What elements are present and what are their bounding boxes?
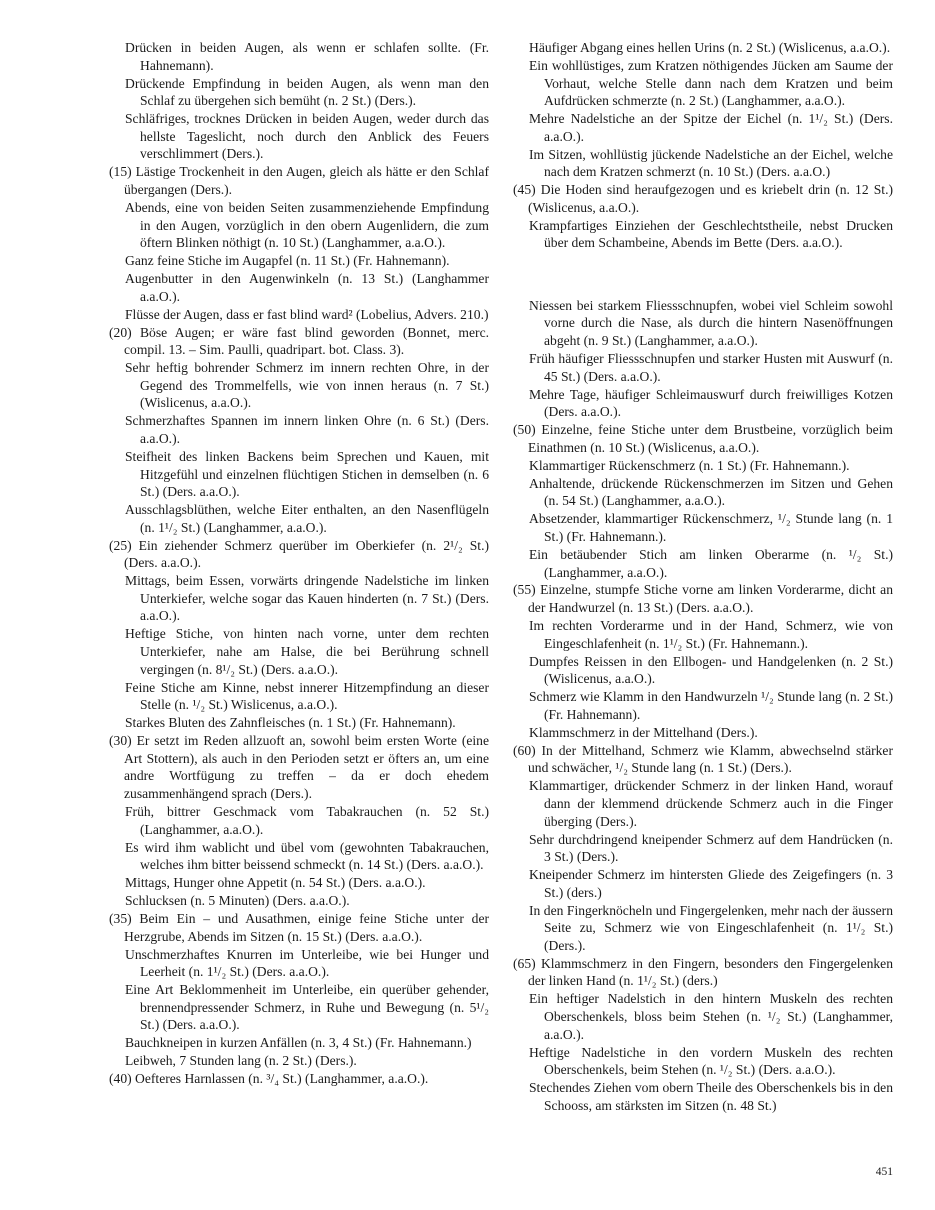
numbered-symptom-entry: (25) Ein ziehender Schmerz querüber im Oberkiefer (n. 2¹/₂ St.) (Ders. a.a.O.). <box>109 537 489 571</box>
symptom-entry: Anhaltende, drückende Rückenschmerzen im Sitzen und Gehen (n. 54 St.) (Langhammer, a.a.O.). <box>529 475 893 509</box>
symptom-entry: Unschmerzhaftes Knurren im Unterleibe, wie bei Hunger und Leerheit (n. 1¹/₂ St.) (Ders. a.a.O.). <box>125 946 489 980</box>
symptom-entry: Früh, bittrer Geschmack vom Tabakrauchen (n. 52 St.) (Langhammer, a.a.O.). <box>125 803 489 837</box>
symptom-entry: Heftige Stiche, von hinten nach vorne, unter dem rechten Unterkiefer, nahe am Halse, die bei Berührung schnell vergingen (n. 8¹/₂ St.) (Ders. a.a.O.). <box>125 626 489 677</box>
symptom-entry: Früh häufiger Fliessschnupfen und starker Husten mit Auswurf (n. 45 St.) (Ders. a.a.O.). <box>529 351 893 384</box>
symptom-entry: Häufiger Abgang eines hellen Urins (n. 2 St.) (Wislicenus, a.a.O.). <box>529 40 891 55</box>
symptom-entry: Eine Art Beklommenheit im Unterleibe, ein querüber gehender, brennendpressender Schmerz, in Ruhe und Bewegung (n. 5¹/₂ St.) (Ders. a.a.O.). <box>125 982 489 1033</box>
symptom-entry: Im Sitzen, wohllüstig jückende Nadelstiche an der Eichel, welche nach dem Kratzen schmerzt (n. 10 St.) (Ders. a.a.O.) <box>529 146 893 180</box>
numbered-symptom-entry: (45) Die Hoden sind heraufgezogen und es kriebelt drin (n. 12 St.) (Wislicenus, a.a.O.). <box>513 182 893 215</box>
symptom-entry: Klammschmerz in der Mittelhand (Ders.). <box>529 724 758 740</box>
numbered-symptom-entry: (55) Einzelne, stumpfe Stiche vorne am linken Vorderarme, dicht an der Handwurzel (n. 13 St.) (Ders. a.a.O.). <box>513 582 893 616</box>
numbered-symptom-entry: (60) In der Mittelhand, Schmerz wie Klamm, abwechselnd stärker und schwächer, ¹/₂ Stunde lang (n. 1 St.) (Ders.). <box>513 742 893 776</box>
symptom-entry: Leibweh, 7 Stunden lang (n. 2 St.) (Ders.). <box>125 1053 357 1069</box>
symptom-entry: Starkes Bluten des Zahnfleisches (n. 1 St.) (Fr. Hahnemann). <box>125 715 456 731</box>
symptom-entry: Ein wohllüstiges, zum Kratzen nöthigendes Jücken am Saume der Vorhaut, welche Stelle dann nach dem Kratzen und beim Aufdrücken schmerzte (n. 2 St.) (Langhammer, a.a.O.). <box>529 57 893 109</box>
symptom-entry: Heftige Nadelstiche in den vordern Muskeln des rechten Oberschenkels, beim Stehen (n. ¹/₂ St.) (Ders. a.a.O.). <box>529 1044 893 1078</box>
symptom-entry: Mehre Nadelstiche an der Spitze der Eichel (n. 1¹/₂ St.) (Ders. a.a.O.). <box>529 111 893 144</box>
numbered-symptom-entry: (30) Er setzt im Reden allzuoft an, sowohl beim ersten Worte (eine Art Stottern), als auch in den Perioden setzt er öfters an, um eine andre Wortfügung zu treffen – da er doch ehedem zusammenhängend sprach (Ders.). <box>109 733 489 801</box>
symptom-entry: Schmerz wie Klamm in den Handwurzeln ¹/₂ Stunde lang (n. 2 St.) (Fr. Hahnemann). <box>529 689 893 722</box>
symptom-entry: Sehr heftig bohrender Schmerz im innern rechten Ohre, in der Gegend des Trommelfells, wie von innen heraus (n. 7 St.) (Wislicenus, a.a.O.). <box>125 360 489 411</box>
symptom-entry: Ausschlagsblüthen, welche Eiter enthalten, an den Nasenflügeln (n. 1¹/₂ St.) (Langhammer, a.a.O.). <box>125 502 489 535</box>
symptom-entry: Niessen bei starkem Fliessschnupfen, wobei viel Schleim sowohl vorne durch die Nase, als durch die hintern Nasenöffnungen abgeht (n. 9 St.) (Langhammer, a.a.O.). <box>529 297 893 349</box>
numbered-symptom-entry: (35) Beim Ein – und Ausathmen, einige feine Stiche unter der Herzgrube, Abends im Sitzen (n. 15 St.) (Ders. a.a.O.). <box>109 911 489 944</box>
numbered-symptom-entry: (50) Einzelne, feine Stiche unter dem Brustbeine, vorzüglich beim Einathmen (n. 10 St.) (Wislicenus, a.a.O.). <box>513 422 893 455</box>
symptom-entry: Dumpfes Reissen in den Ellbogen- und Handgelenken (n. 2 St.) (Wislicenus, a.a.O.). <box>529 653 893 687</box>
symptom-entry: Ein heftiger Nadelstich in den hintern Muskeln des rechten Oberschenkels, bloss beim Stehen (n. ¹/₂ St.) (Langhammer, a.a.O.). <box>529 991 893 1042</box>
symptom-entry: Steifheit des linken Backens beim Sprechen und Kauen, mit Hitzgefühl und einzelnen flüchtigen Stichen in demselben (n. 6 St.) (Ders. a.a.O.). <box>125 448 489 500</box>
symptom-entry: Abends, eine von beiden Seiten zusammenziehende Empfindung in den Augen, vorzüglich in den obern Augenlidern, die zum öftern Blinken nöthigt (n. 10 St.) (Langhammer, a.a.O.). <box>125 199 489 251</box>
symptom-entry: Es wird ihm wablicht und übel vom (gewohnten Tabakrauchen, welches ihm bitter beissend schmeckt (n. 14 St.) (Ders. a.a.O.). <box>125 839 489 873</box>
symptom-entry: Mittags, Hunger ohne Appetit (n. 54 St.) (Ders. a.a.O.). <box>125 875 426 891</box>
symptom-entry: Ganz feine Stiche im Augapfel (n. 11 St.) (Fr. Hahnemann). <box>125 253 450 269</box>
symptom-entry: Ein betäubender Stich am linken Oberarme (n. ¹/₂ St.) (Langhammer, a.a.O.). <box>529 546 893 580</box>
symptom-entry: Im rechten Vorderarme und in der Hand, Schmerz, wie von Eingeschlafenheit (n. 1¹/₂ St.) (Fr. Hahnemann.). <box>529 618 893 651</box>
symptom-entry: Drücken in beiden Augen, als wenn er schlafen sollte. (Fr. Hahnemann). <box>125 40 489 73</box>
symptom-entry: Schläfriges, trocknes Drücken in beiden Augen, weder durch das hellste Tageslicht, noch durch den Anblick des Feuers verschlimmert (Ders.). <box>125 111 489 162</box>
symptom-entry: Klammartiger, drückender Schmerz in der linken Hand, worauf dann der klemmend drückende Schmerz auch in die Finger überging (Ders.). <box>529 778 893 829</box>
numbered-symptom-entry: (20) Böse Augen; er wäre fast blind geworden (Bonnet, merc. compil. 13. – Sim. Paulli, quadripart. bot. Class. 3). <box>109 324 489 358</box>
numbered-symptom-entry: (65) Klammschmerz in den Fingern, besonders den Fingergelenken der linken Hand (n. 1¹/₂ St.) (ders.) <box>513 955 893 989</box>
numbered-symptom-entry: (40) Oefteres Harnlassen (n. ³/₄ St.) (Langhammer, a.a.O.). <box>109 1071 429 1087</box>
symptom-entry: Bauchkneipen in kurzen Anfällen (n. 3, 4 St.) (Fr. Hahnemann.) <box>125 1035 472 1051</box>
symptom-entry: Drückende Empfindung in beiden Augen, als wenn man den Schlaf zu übergehen sich bemüht (n. 2 St.) (Ders.). <box>125 75 489 109</box>
left-column <box>109 39 489 1088</box>
symptom-entry: Klammartiger Rückenschmerz (n. 1 St.) (Fr. Hahnemann.). <box>529 457 850 473</box>
symptom-entry: Flüsse der Augen, dass er fast blind ward² (Lobelius, Advers. 210.) <box>125 306 489 322</box>
symptom-entry: Sehr durchdringend kneipender Schmerz auf dem Handrücken (n. 3 St.) (Ders.). <box>529 831 893 865</box>
symptom-entry: Feine Stiche am Kinne, nebst innerer Hitzempfindung an dieser Stelle (n. ¹/₂ St.) Wislicenus, a.a.O.). <box>125 679 489 713</box>
page-number: 451 <box>875 1166 893 1178</box>
symptom-entry: Mehre Tage, häufiger Schleimauswurf durch freiwilliges Kotzen (Ders. a.a.O.). <box>529 386 893 420</box>
symptom-entry: Schmerzhaftes Spannen im innern linken Ohre (n. 6 St.) (Ders. a.a.O.). <box>125 413 489 446</box>
symptom-entry: In den Fingerknöcheln und Fingergelenken, mehr nach der äussern Seite zu, Schmerz wie von Eingeschlafenheit (n. 1¹/₂ St.) (Ders.). <box>529 902 893 953</box>
symptom-entry: Schlucksen (n. 5 Minuten) (Ders. a.a.O.). <box>125 893 350 909</box>
symptom-entry: Stechendes Ziehen vom obern Theile des Oberschenkels bis in den Schooss, am stärksten im Sitzen (n. 48 St.) <box>529 1080 893 1113</box>
symptom-entry: Augenbutter in den Augenwinkeln (n. 13 St.) (Langhammer a.a.O.). <box>125 271 489 304</box>
symptom-entry: Mittags, beim Essen, vorwärts dringende Nadelstiche im linken Unterkiefer, welche sogar das Kauen hinderten (n. 7 St.) (Ders. a.a.O.). <box>125 573 489 624</box>
symptom-entry: Kneipender Schmerz im hintersten Gliede des Zeigefingers (n. 3 St.) (ders.) <box>529 867 893 900</box>
section-gap <box>513 266 893 284</box>
right-column <box>513 39 893 1115</box>
symptom-entry: Absetzender, klammartiger Rückenschmerz, ¹/₂ Stunde lang (n. 1 St.) (Fr. Hahnemann.). <box>529 511 893 544</box>
numbered-symptom-entry: (15) Lästige Trockenheit in den Augen, gleich als hätte er den Schlaf übergangen (Ders.). <box>109 164 489 197</box>
symptom-entry: Krampfartiges Einziehen der Geschlechtstheile, nebst Drucken über dem Schambeine, Abends im Bette (Ders. a.a.O.). <box>529 217 893 251</box>
